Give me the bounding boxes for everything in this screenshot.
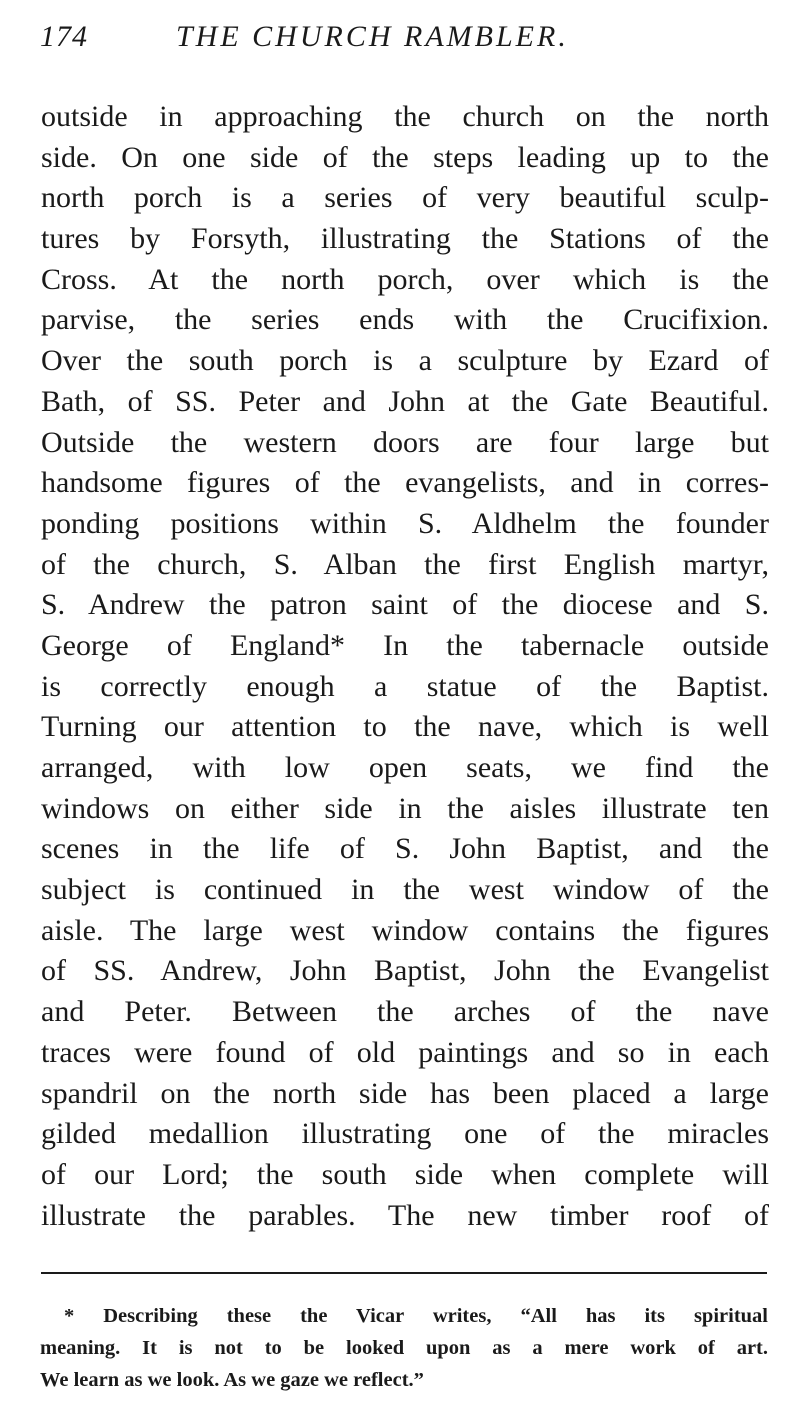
footnote (40, 1300, 768, 1396)
text-line: arranged, with low open seats, we find the (41, 751, 769, 784)
text-line: gilded medallion illustrating one of the miracles (41, 1117, 769, 1151)
text-line: north porch is a series of very beautiful sculp- (41, 181, 769, 215)
text-line: subject is continued in the west window of the (41, 873, 769, 907)
text-line: side. On one side of the steps leading up to the (41, 140, 769, 174)
text-line: Over the south porch is a sculpture by Ezard of (41, 344, 769, 378)
text-line: tures by Forsyth, illustrating the Stations of the (41, 222, 769, 256)
text-line: of our Lord; the south side when complete will (41, 1157, 769, 1191)
text-line: Turning our attention to the nave, which is well (41, 710, 769, 744)
text-line: windows on either side in the aisles illustrate ten (41, 791, 769, 825)
text-line: ponding positions within S. Aldhelm the founder (41, 506, 769, 540)
text-line: S. Andrew the patron saint of the diocese and S. (41, 588, 769, 622)
text-line: George of England* In the tabernacle outside (41, 628, 769, 662)
text-line: parvise, the series ends with the Crucifixion. (41, 303, 769, 337)
text-line: handsome figures of the evangelists, and in corres- (41, 466, 769, 500)
running-head (40, 20, 770, 60)
text-line: Outside the western doors are four large but (41, 425, 769, 459)
page-number: 174 (40, 20, 88, 53)
text-line: is correctly enough a statue of the Baptist. (41, 669, 769, 703)
text-line: and Peter. Between the arches of the nave (41, 995, 769, 1029)
text-line: Bath, of SS. Peter and John at the Gate Beautiful. (41, 384, 769, 418)
text-line: of the church, S. Alban the first English martyr, (41, 547, 769, 581)
running-title: THE CHURCH RAMBLER. (176, 20, 569, 53)
text-line: of SS. Andrew, John Baptist, John the Evangelist (41, 954, 769, 988)
text-line: outside in approaching the church on the north (41, 100, 769, 133)
footnote-line: We learn as we look. As we gaze we reflect.” (40, 1369, 424, 1391)
footnote-line: * Describing these the Vicar writes, “All has its spiritual (64, 1305, 768, 1327)
text-line: Cross. At the north porch, over which is the (41, 262, 769, 296)
footnote-rule (41, 1272, 767, 1274)
body-text (41, 97, 769, 1236)
text-line: scenes in the life of S. John Baptist, and the (41, 832, 769, 866)
footnote-line: meaning. It is not to be looked upon as a mere work of art. (40, 1337, 768, 1359)
text-line: illustrate the parables. The new timber roof of (41, 1198, 769, 1232)
text-line: aisle. The large west window contains the figures (41, 913, 769, 947)
text-line: spandril on the north side has been placed a large (41, 1076, 769, 1110)
text-line: traces were found of old paintings and so in each (41, 1035, 769, 1069)
